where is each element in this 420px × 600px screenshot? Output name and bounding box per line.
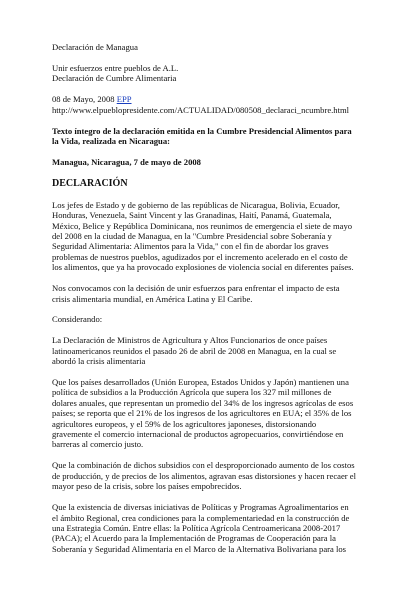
paragraph-line: Considerando:	[52, 314, 103, 325]
source-meta	[52, 94, 390, 115]
intro-line-2: la Vida, realizada en Nicaragua:	[52, 135, 170, 146]
document-title: Declaración de Managua	[52, 42, 138, 52]
paragraph-2	[52, 283, 390, 304]
paragraph-line: México, Belice y República Dominicana, nos reunimos de emergencia el siete de mayo	[52, 220, 353, 231]
date-line	[52, 94, 390, 104]
publish-date: 08 de Mayo, 2008	[52, 94, 115, 105]
paragraph-1	[52, 200, 390, 273]
intro-line-1: Texto íntegro de la declaración emitida en la Cumbre Presidencial Alimentos para	[52, 125, 352, 136]
paragraph-line: mayor peso de la crisis, sobre los países empobrecidos.	[52, 481, 242, 492]
paragraph-line: Que la combinación de dichos subsidios con el desproporcionado aumento de los costos	[52, 460, 355, 471]
paragraph-line: (PACA); el Acuerdo para la Implementación de Programas de Cooperación para la	[52, 533, 336, 544]
paragraph-line: abordó la crisis alimentaria	[52, 356, 146, 367]
paragraph-line: una Estrategia Común. Entre ellas: la Política Agrícola Centroamericana 2008-2017	[52, 522, 341, 533]
paragraph-line: La Declaración de Ministros de Agricultura y Altos Funcionarios de once países	[52, 335, 328, 346]
declaracion-heading: DECLARACIÓN	[52, 177, 128, 189]
paragraph-line: latinoamericanos reunidos el pasado 26 de abril de 2008 en Managua, en la cual se	[52, 345, 337, 356]
paragraph-line: agricultores europeos, y el 59% de los agricultores japoneses, distorsionando	[52, 418, 317, 429]
paragraph-line: Soberanía y Seguridad Alimentaria en el Marco de la Alternativa Bolivariana para los	[52, 543, 346, 554]
paragraph-line: de producción, y de precios de los alimentos, agravan esas distorsiones y hacen recaer el	[52, 470, 357, 481]
paragraph-line: política de subsidios a la Producción Agrícola que supera los 327 mil millones de	[52, 387, 332, 398]
paragraph-line: Nos convocamos con la decisión de unir esfuerzos para enfrentar el impacto de esta	[52, 283, 340, 294]
paragraph-line: Que los países desarrollados (Unión Europea, Estados Unidos y Japón) mantienen una	[52, 377, 349, 388]
paragraph-7	[52, 502, 390, 554]
paragraph-5	[52, 377, 390, 450]
paragraph-4	[52, 335, 390, 366]
paragraph-line: Los jefes de Estado y de gobierno de las repúblicas de Nicaragua, Bolivia, Ecuador,	[52, 199, 340, 210]
paragraph-line: del 2008 en la ciudad de Managua, en la "Cumbre Presidencial sobre Soberanía y	[52, 230, 332, 241]
intro-heading	[52, 126, 390, 147]
document-subtitle-block	[52, 63, 390, 84]
paragraph-6	[52, 460, 390, 491]
paragraph-line: Que la existencia de diversas iniciativas de Políticas y Programas Agroalimentarios en	[52, 502, 349, 513]
document-header	[52, 42, 390, 52]
source-link[interactable]: EPP	[116, 94, 132, 105]
paragraph-line: dolares anuales, que representan un promedio del 34% de los ingresos agrícolas de esos	[52, 397, 354, 408]
paragraph-line: Honduras, Venezuela, Saint Vincent y las Granadinas, Haití, Panamá, Guatemala,	[52, 210, 332, 221]
paragraph-3	[52, 314, 390, 324]
paragraph-line: gravemente el comercio internacional de productos agropecuarios, convirtiéndose en	[52, 429, 344, 440]
paragraph-line: crisis alimentaria mundial, en América Latina y El Caribe.	[52, 293, 253, 304]
subtitle-line-1: Unir esfuerzos entre pueblos de A.L.	[52, 62, 179, 73]
place-date: Managua, Nicaragua, 7 de mayo de 2008	[52, 156, 201, 167]
paragraph-line: el ámbito Regional, crea condiciones para la complementariedad en la construcción de	[52, 512, 350, 523]
source-url: http://www.elpueblopresidente.com/ACTUALIDAD/080508_declaraci_ncumbre.html	[52, 104, 350, 115]
paragraph-line: barreras al comercio justo.	[52, 439, 144, 450]
paragraph-line: problemas de nuestros pueblos, agudizados por el incremento acelerado en el costo de	[52, 251, 348, 262]
paragraph-line: Seguridad Alimentaria: Alimentos para la Vida," con el fin de abordar los graves	[52, 241, 329, 252]
subtitle-line-2: Declaración de Cumbre Alimentaria	[52, 73, 177, 84]
paragraph-line: los alimentos, que ya ha provocado explosiones de violencia social en diferentes países.	[52, 262, 354, 273]
paragraph-line: países; se reporta que el 21% de los ingresos de los agricultores en EUA; el 35% de los	[52, 408, 352, 419]
